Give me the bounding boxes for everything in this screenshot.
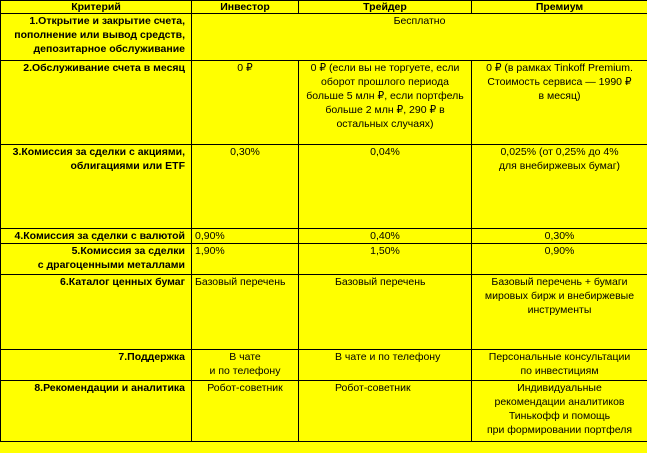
trader-cell: В чате и по телефону [299, 350, 472, 381]
header-trader: Трейдер [299, 1, 472, 14]
table-row [1, 14, 647, 61]
criterion-cell: 7.Поддержка [1, 350, 192, 381]
investor-cell: В чате и по телефону [192, 350, 299, 381]
trader-cell: Базовый перечень [299, 275, 472, 350]
investor-cell: Робот-советник [192, 381, 299, 442]
header-criterion: Критерий [1, 1, 192, 14]
header-premium: Премиум [472, 1, 647, 14]
premium-cell: 0 ₽ (в рамках Tinkoff Premium. Стоимость сервиса — 1990 ₽ в месяц) [472, 61, 647, 145]
table-row [1, 350, 647, 381]
premium-cell: Индивидуальные рекомендации аналитиков Тинькофф и помощь при формировании портфеля [472, 381, 647, 442]
investor-cell: 0 ₽ [192, 61, 299, 145]
trader-cell: 0 ₽ (если вы не торгуете, если оборот прошлого периода больше 5 млн ₽, если портфель больше 2 млн ₽, 290 ₽ в остальных случаях) [299, 61, 472, 145]
header-row [1, 1, 647, 14]
premium-cell: Базовый перечень + бумаги мировых бирж и внебиржевые инструменты [472, 275, 647, 350]
investor-cell: 0,90% [192, 229, 299, 244]
criterion-cell: 1.Открытие и закрытие счета, пополнение или вывод средств, депозитарное обслуживание [1, 14, 192, 61]
investor-cell: 1,90% [192, 244, 299, 275]
premium-cell: 0,30% [472, 229, 647, 244]
header-investor: Инвестор [192, 1, 299, 14]
table-row [1, 275, 647, 350]
table-row [1, 61, 647, 145]
table-row [1, 229, 647, 244]
criterion-cell: 8.Рекомендации и аналитика [1, 381, 192, 442]
table-row [1, 244, 647, 275]
criterion-cell: 3.Комиссия за сделки с акциями, облигациями или ETF [1, 145, 192, 229]
trader-cell: 0,40% [299, 229, 472, 244]
criterion-cell: 2.Обслуживание счета в месяц [1, 61, 192, 145]
criterion-cell: 4.Комиссия за сделки с валютой [1, 229, 192, 244]
criterion-cell: 5.Комиссия за сделки с драгоценными металлами [1, 244, 192, 275]
trader-cell: Робот-советник [299, 381, 472, 442]
trader-cell: 1,50% [299, 244, 472, 275]
merged-value-cell: Бесплатно [192, 14, 647, 61]
premium-cell: 0,025% (от 0,25% до 4% для внебиржевых бумаг) [472, 145, 647, 229]
premium-cell: 0,90% [472, 244, 647, 275]
investor-cell: 0,30% [192, 145, 299, 229]
investor-cell: Базовый перечень [192, 275, 299, 350]
criterion-cell: 6.Каталог ценных бумаг [1, 275, 192, 350]
trader-cell: 0,04% [299, 145, 472, 229]
table-row [1, 381, 647, 442]
premium-cell: Персональные консультации по инвестициям [472, 350, 647, 381]
table-row [1, 145, 647, 229]
